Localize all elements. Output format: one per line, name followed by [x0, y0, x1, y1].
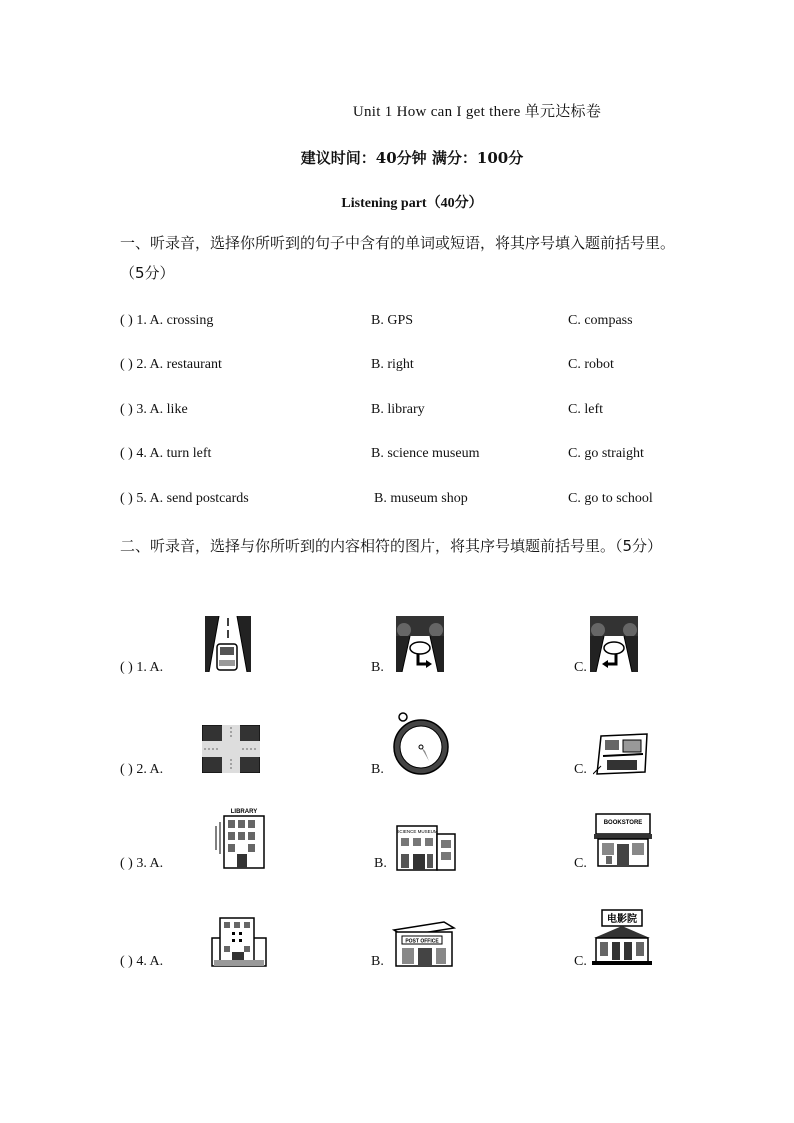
bookstore-sign: BOOKSTORE [603, 820, 643, 826]
cinema-picture [590, 908, 656, 966]
gps-map-picture [593, 732, 649, 776]
pic-q1-stem: ( ) 1. A. [120, 660, 164, 675]
post-office-sign: POST OFFICE [405, 938, 439, 945]
science-museum-picture [393, 820, 459, 872]
library-sign: LIBRARY [230, 809, 258, 815]
bookstore-picture [592, 812, 654, 868]
pic-q3-option-b: B. [374, 856, 387, 871]
pic-q3-option-c: C. [574, 856, 587, 871]
q2-stem: ( ) 2. A. restaurant [120, 357, 222, 372]
intersection-right-picture [396, 616, 444, 672]
q4-stem: ( ) 4. A. turn left [120, 446, 212, 461]
section1-instruction: 一、听录音，选择你所听到的句子中含有的单词或短语，将其序号填入题前括号里。（5分） [120, 234, 676, 282]
q3-option-b: B. library [371, 402, 425, 417]
exam-info: 建议时间：40分钟 满分：100分 [300, 149, 524, 167]
q4-option-b: B. science museum [371, 446, 480, 461]
q5-option-b: B. museum shop [374, 491, 468, 506]
q3-stem: ( ) 3. A. like [120, 402, 188, 417]
cinema-sign: 电影院 [607, 914, 637, 925]
post-office-picture [390, 918, 458, 968]
hospital-building-picture [208, 914, 270, 968]
pic-q2-option-b: B. [371, 762, 384, 777]
q3-option-c: C. left [568, 402, 603, 417]
pic-q3-stem: ( ) 3. A. [120, 856, 164, 871]
pic-q4-option-b: B. [371, 954, 384, 969]
part-heading: Listening part（40分） [341, 196, 483, 211]
section2-instruction: 二、听录音，选择与你所听到的内容相符的图片，将其序号填题前括号里。（5分） [120, 537, 663, 555]
pic-q4-stem: ( ) 4. A. [120, 954, 164, 969]
page-title: Unit 1 How can I get there 单元达标卷 [352, 104, 602, 120]
pic-q4-option-c: C. [574, 954, 587, 969]
science-museum-sign: SCIENCE MUSEUM [396, 829, 438, 834]
road-car-picture [205, 616, 251, 672]
q1-stem: ( ) 1. A. crossing [120, 313, 214, 328]
q1-option-c: C. compass [568, 313, 633, 328]
q5-option-c: C. go to school [568, 491, 653, 506]
intersection-left-picture [590, 616, 638, 672]
pic-q2-option-c: C. [574, 762, 587, 777]
q5-stem: ( ) 5. A. send postcards [120, 491, 249, 506]
pic-q1-option-c: C. [574, 660, 587, 675]
pic-q2-stem: ( ) 2. A. [120, 762, 164, 777]
q2-option-b: B. right [371, 357, 414, 372]
q1-option-b: B. GPS [371, 313, 414, 328]
crossing-picture [202, 725, 260, 773]
q4-option-c: C. go straight [568, 446, 644, 461]
library-building-picture [210, 806, 266, 870]
compass-picture [391, 711, 451, 775]
pic-q1-option-b: B. [371, 660, 384, 675]
q2-option-c: C. robot [568, 357, 614, 372]
